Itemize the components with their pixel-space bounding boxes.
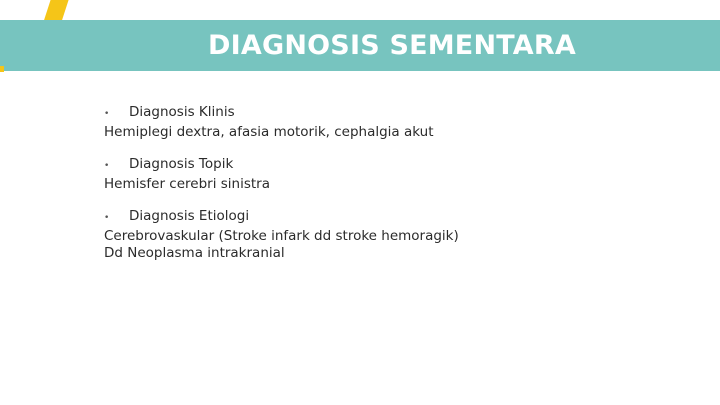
section-diagnosis-klinis xyxy=(104,104,664,141)
section-text-line: Cerebrovaskular (Stroke infark dd stroke hemoragik) xyxy=(104,227,459,244)
section-heading: Diagnosis Klinis xyxy=(129,104,235,120)
section-heading: Diagnosis Etiologi xyxy=(129,208,250,224)
bullet-icon: • xyxy=(104,109,110,119)
slide-title: DIAGNOSIS SEMENTARA xyxy=(208,30,576,61)
section-text-line: Hemisfer cerebri sinistra xyxy=(104,175,270,192)
section-diagnosis-etiologi xyxy=(104,208,664,263)
section-heading: Diagnosis Topik xyxy=(129,156,234,172)
section-heading-row xyxy=(104,156,664,176)
accent-stripe xyxy=(43,0,68,22)
bullet-icon: • xyxy=(104,213,110,223)
diagnosis-list xyxy=(104,104,664,278)
bullet-icon: • xyxy=(104,161,110,171)
section-diagnosis-topik xyxy=(104,156,664,193)
section-text-line: Dd Neoplasma intrakranial xyxy=(104,245,285,261)
section-heading-row xyxy=(104,104,664,124)
section-heading-row xyxy=(104,208,664,228)
section-text-line: Hemiplegi dextra, afasia motorik, cephalgia akut xyxy=(104,123,434,140)
